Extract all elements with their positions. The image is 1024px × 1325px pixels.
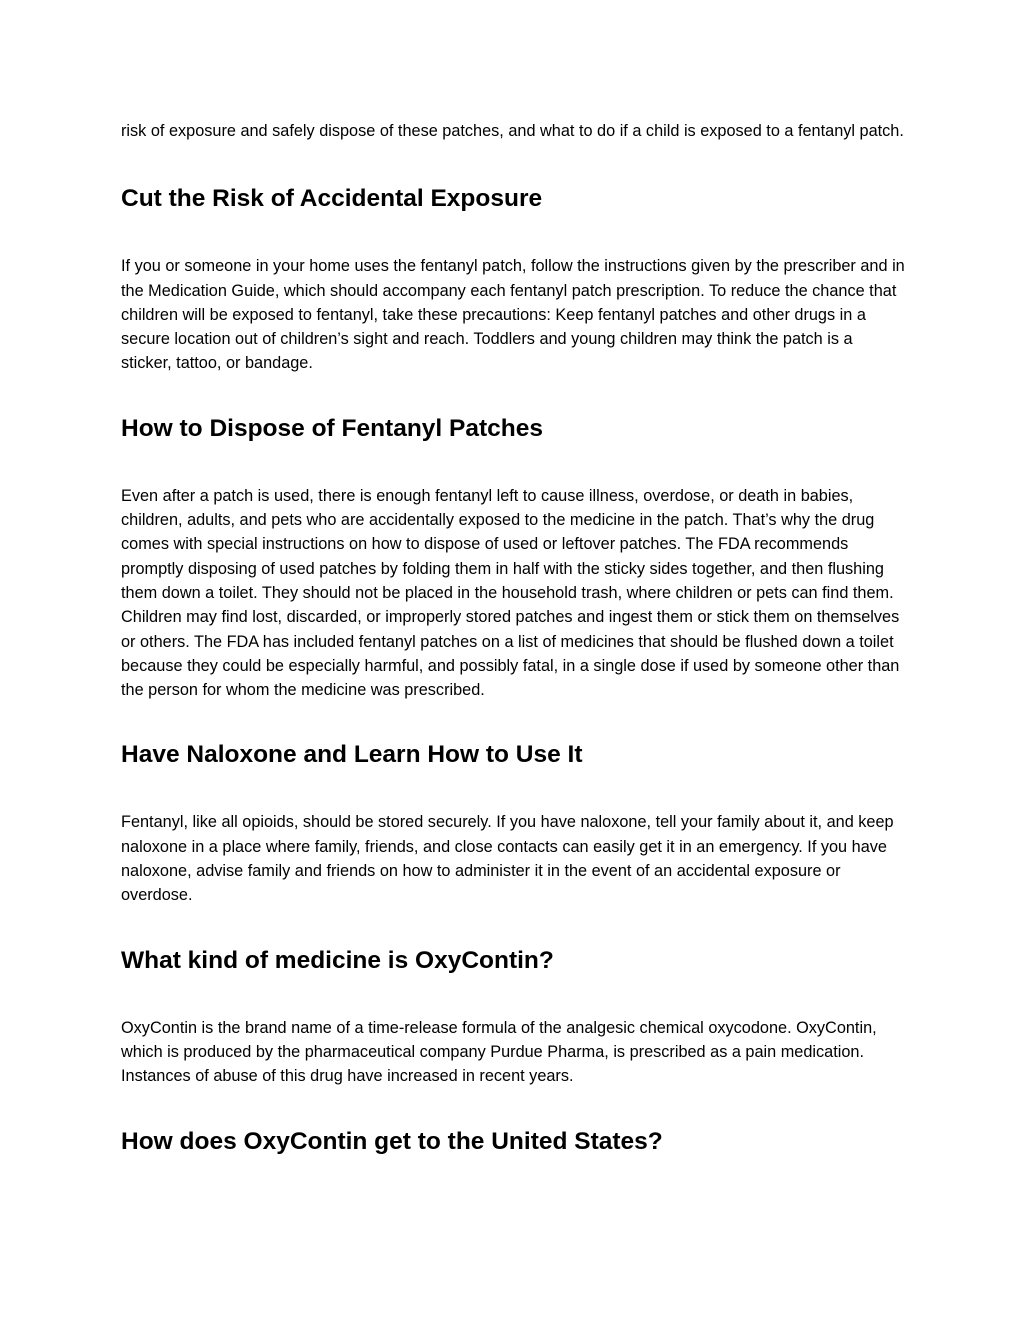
- heading-cut-risk: Cut the Risk of Accidental Exposure: [121, 185, 543, 213]
- intro-paragraph: risk of exposure and safely dispose of these patches, and what to do if a child is exposed to a fentanyl patch.: [121, 122, 904, 140]
- paragraph-dispose-patches: Even after a patch is used, there is enough fentanyl left to cause illness, overdose, or death in babies, children, adults, and pets who are accidentally exposed to the medicine in the patch. That’s why the drug comes with special instructions on how to dispose of used or leftover patches. The FDA recommends promptly disposing of used patches by folding them in half with the sticky sides together, and then flushing them down a toilet. They should not be placed in the household trash, where children or pets can find them. Children may find lost, discarded, or improperly stored patches and ingest them or stick them on themselves or others. The FDA has included fentanyl patches on a list of medicines that should be flushed down a toilet because they could be especially harmful, and possibly fatal, in a single dose if used by someone other than the person for whom the medicine was prescribed.: [121, 486, 900, 700]
- paragraph-oxycontin-medicine: OxyContin is the brand name of a time-release formula of the analgesic chemical oxycodone. OxyContin, which is produced by the pharmaceutical company Purdue Pharma, is prescribed as a pain medication. Instances of abuse of this drug have increased in recent years.: [121, 1018, 877, 1086]
- heading-oxycontin-medicine: What kind of medicine is OxyContin?: [121, 946, 554, 974]
- paragraph-naloxone: Fentanyl, like all opioids, should be stored securely. If you have naloxone, tell your family about it, and keep naloxone in a place where family, friends, and close contacts can easily get it in an emergency. If you have naloxone, advise family and friends on how to administer it in the event of an accidental exposure or overdose.: [121, 813, 894, 905]
- heading-oxycontin-us: How does OxyContin get to the United States?: [121, 1127, 663, 1155]
- paragraph-cut-risk: If you or someone in your home uses the fentanyl patch, follow the instructions given by the prescriber and in the Medication Guide, which should accompany each fentanyl patch prescription. To reduce the chance that children will be exposed to fentanyl, take these precautions: Keep fentanyl patches and other drugs in a secure location out of children’s sight and reach. Toddlers and young children may think the patch is a sticker, tattoo, or bandage.: [121, 257, 905, 373]
- heading-dispose-patches: How to Dispose of Fentanyl Patches: [121, 414, 544, 442]
- heading-naloxone: Have Naloxone and Learn How to Use It: [121, 741, 583, 769]
- document-page: [121, 119, 907, 1157]
